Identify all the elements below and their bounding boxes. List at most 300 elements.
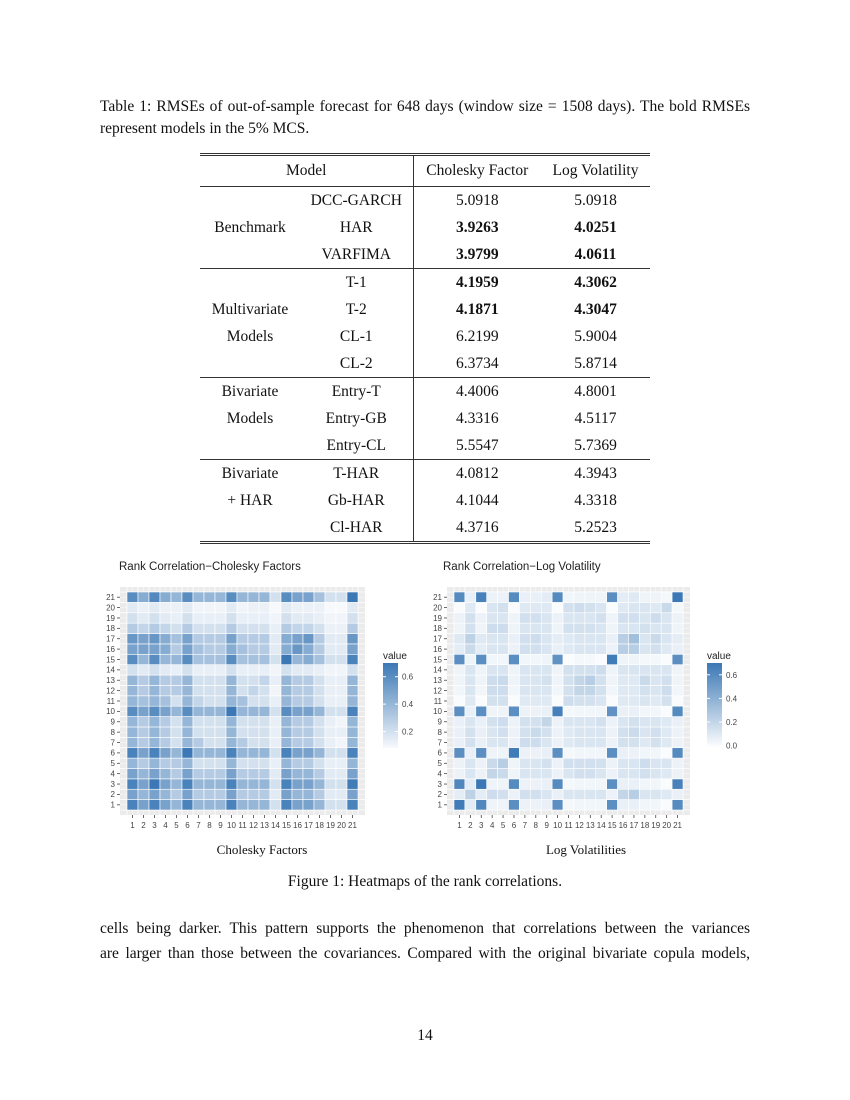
tile-18-7 bbox=[193, 623, 204, 633]
logvol-rmse: 4.0251 bbox=[574, 218, 617, 236]
model-name: Gb-HAR bbox=[300, 487, 413, 514]
tile-2-3 bbox=[476, 789, 487, 799]
tile-3-3 bbox=[149, 779, 160, 789]
legend-tick-label: 0.2 bbox=[726, 718, 738, 728]
tile-18-8 bbox=[530, 623, 541, 633]
tile-8-18 bbox=[314, 727, 325, 737]
tile-7-11 bbox=[563, 737, 574, 747]
tile-9-21 bbox=[347, 717, 358, 727]
tile-19-2 bbox=[138, 613, 149, 623]
tile-17-19 bbox=[650, 634, 661, 644]
tile-15-11 bbox=[563, 654, 574, 664]
tile-19-1 bbox=[127, 613, 138, 623]
tile-8-8 bbox=[530, 727, 541, 737]
tile-6-1 bbox=[127, 748, 138, 758]
tile-2-6 bbox=[509, 789, 520, 799]
tile-21-6 bbox=[509, 592, 520, 602]
tile-5-2 bbox=[465, 758, 476, 768]
x-tick-label: 6 bbox=[511, 821, 517, 830]
tile-18-18 bbox=[639, 623, 650, 633]
tile-15-4 bbox=[160, 654, 171, 664]
tile-6-9 bbox=[215, 748, 226, 758]
x-tick-label: 18 bbox=[315, 821, 324, 830]
tile-14-12 bbox=[248, 665, 259, 675]
tile-10-18 bbox=[314, 706, 325, 716]
group-label: Multivariate bbox=[211, 300, 289, 318]
tile-1-18 bbox=[314, 800, 325, 810]
tile-16-16 bbox=[292, 644, 303, 654]
y-tick-label: 19 bbox=[433, 613, 442, 623]
tile-19-9 bbox=[541, 613, 552, 623]
tile-8-8 bbox=[204, 727, 215, 737]
tile-17-11 bbox=[237, 634, 248, 644]
tile-9-17 bbox=[303, 717, 314, 727]
tile-3-5 bbox=[498, 779, 509, 789]
tile-3-7 bbox=[519, 779, 530, 789]
tile-7-2 bbox=[138, 737, 149, 747]
tile-6-4 bbox=[160, 748, 171, 758]
tile-16-5 bbox=[498, 644, 509, 654]
tile-17-19 bbox=[325, 634, 336, 644]
tile-16-21 bbox=[347, 644, 358, 654]
model-name: T-1 bbox=[300, 269, 413, 297]
tile-15-13 bbox=[259, 654, 270, 664]
tile-6-18 bbox=[639, 748, 650, 758]
tile-11-13 bbox=[585, 696, 596, 706]
tile-15-10 bbox=[226, 654, 237, 664]
tile-16-9 bbox=[541, 644, 552, 654]
tile-12-8 bbox=[530, 685, 541, 695]
tile-15-17 bbox=[628, 654, 639, 664]
tile-5-12 bbox=[248, 758, 259, 768]
tile-4-2 bbox=[138, 768, 149, 778]
tile-10-4 bbox=[487, 706, 498, 716]
tile-4-20 bbox=[336, 768, 347, 778]
tile-17-16 bbox=[618, 634, 629, 644]
tile-10-9 bbox=[215, 706, 226, 716]
tile-12-10 bbox=[552, 685, 563, 695]
tile-12-1 bbox=[454, 685, 465, 695]
tile-9-10 bbox=[226, 717, 237, 727]
tile-15-6 bbox=[182, 654, 193, 664]
tile-11-14 bbox=[270, 696, 281, 706]
tile-20-11 bbox=[237, 602, 248, 612]
tile-14-12 bbox=[574, 665, 585, 675]
tile-10-11 bbox=[563, 706, 574, 716]
tile-2-18 bbox=[314, 789, 325, 799]
header-logvol: Log Volatility bbox=[541, 155, 650, 187]
tile-16-10 bbox=[552, 644, 563, 654]
tile-7-7 bbox=[193, 737, 204, 747]
tile-12-21 bbox=[672, 685, 683, 695]
tile-19-8 bbox=[530, 613, 541, 623]
tile-7-17 bbox=[628, 737, 639, 747]
tile-5-21 bbox=[347, 758, 358, 768]
tile-5-8 bbox=[204, 758, 215, 768]
tile-7-19 bbox=[325, 737, 336, 747]
tile-21-3 bbox=[149, 592, 160, 602]
tile-11-15 bbox=[607, 696, 618, 706]
tile-13-20 bbox=[336, 675, 347, 685]
model-name: Entry-CL bbox=[300, 432, 413, 460]
x-tick-label: 20 bbox=[337, 821, 346, 830]
tile-18-2 bbox=[465, 623, 476, 633]
tile-19-2 bbox=[465, 613, 476, 623]
tile-17-18 bbox=[639, 634, 650, 644]
tile-20-10 bbox=[552, 602, 563, 612]
tile-6-3 bbox=[476, 748, 487, 758]
tile-6-20 bbox=[661, 748, 672, 758]
tile-2-2 bbox=[465, 789, 476, 799]
x-tick-label: 2 bbox=[468, 821, 473, 830]
tile-17-3 bbox=[149, 634, 160, 644]
tile-8-6 bbox=[182, 727, 193, 737]
x-tick-label: 7 bbox=[522, 821, 528, 830]
tile-16-17 bbox=[628, 644, 639, 654]
tile-21-10 bbox=[552, 592, 563, 602]
tile-11-1 bbox=[127, 696, 138, 706]
tile-12-6 bbox=[182, 685, 193, 695]
tile-6-13 bbox=[259, 748, 270, 758]
tile-9-20 bbox=[661, 717, 672, 727]
tile-16-8 bbox=[530, 644, 541, 654]
tile-7-15 bbox=[607, 737, 618, 747]
tile-3-14 bbox=[270, 779, 281, 789]
tile-12-20 bbox=[661, 685, 672, 695]
tile-2-15 bbox=[607, 789, 618, 799]
tile-10-10 bbox=[226, 706, 237, 716]
tile-16-15 bbox=[607, 644, 618, 654]
tile-15-9 bbox=[215, 654, 226, 664]
tile-12-14 bbox=[270, 685, 281, 695]
tile-17-21 bbox=[672, 634, 683, 644]
tile-3-10 bbox=[552, 779, 563, 789]
x-tick-label: 11 bbox=[564, 821, 573, 830]
tile-21-5 bbox=[498, 592, 509, 602]
tile-1-11 bbox=[237, 800, 248, 810]
tile-6-11 bbox=[237, 748, 248, 758]
tile-5-10 bbox=[552, 758, 563, 768]
x-tick-label: 19 bbox=[651, 821, 661, 830]
tile-17-1 bbox=[127, 634, 138, 644]
y-tick-label: 5 bbox=[110, 759, 115, 769]
tile-21-5 bbox=[171, 592, 182, 602]
tile-17-12 bbox=[574, 634, 585, 644]
tile-18-6 bbox=[509, 623, 520, 633]
tile-6-8 bbox=[204, 748, 215, 758]
tile-5-14 bbox=[596, 758, 607, 768]
tile-20-9 bbox=[215, 602, 226, 612]
tile-3-15 bbox=[607, 779, 618, 789]
tile-18-14 bbox=[596, 623, 607, 633]
tile-16-2 bbox=[465, 644, 476, 654]
x-tick-label: 3 bbox=[479, 821, 484, 830]
tile-2-11 bbox=[237, 789, 248, 799]
tile-5-8 bbox=[530, 758, 541, 768]
tile-1-7 bbox=[519, 800, 530, 810]
tile-9-13 bbox=[585, 717, 596, 727]
tile-1-13 bbox=[259, 800, 270, 810]
tile-20-4 bbox=[160, 602, 171, 612]
tile-11-18 bbox=[639, 696, 650, 706]
tile-2-4 bbox=[160, 789, 171, 799]
tile-19-21 bbox=[672, 613, 683, 623]
tile-13-12 bbox=[248, 675, 259, 685]
y-tick-label: 12 bbox=[106, 686, 115, 696]
tile-14-3 bbox=[149, 665, 160, 675]
tile-2-7 bbox=[193, 789, 204, 799]
tile-18-21 bbox=[347, 623, 358, 633]
tile-12-2 bbox=[465, 685, 476, 695]
legend-tick-label: 0.2 bbox=[402, 727, 414, 737]
tile-6-3 bbox=[149, 748, 160, 758]
x-tick-label: 3 bbox=[152, 821, 157, 830]
tile-7-16 bbox=[618, 737, 629, 747]
heatmap-1 bbox=[433, 587, 738, 830]
tile-5-15 bbox=[607, 758, 618, 768]
tile-19-19 bbox=[650, 613, 661, 623]
y-tick-label: 12 bbox=[433, 686, 442, 696]
tile-13-4 bbox=[487, 675, 498, 685]
tile-4-17 bbox=[303, 768, 314, 778]
tile-15-5 bbox=[498, 654, 509, 664]
legend-tick-label: 0.4 bbox=[402, 700, 414, 710]
tile-10-13 bbox=[259, 706, 270, 716]
y-tick-label: 15 bbox=[433, 655, 442, 665]
tile-18-16 bbox=[292, 623, 303, 633]
y-tick-label: 19 bbox=[106, 613, 115, 623]
tile-17-2 bbox=[465, 634, 476, 644]
tile-14-4 bbox=[487, 665, 498, 675]
tile-19-18 bbox=[314, 613, 325, 623]
tile-6-13 bbox=[585, 748, 596, 758]
tile-20-11 bbox=[563, 602, 574, 612]
tile-20-3 bbox=[476, 602, 487, 612]
tile-2-17 bbox=[628, 789, 639, 799]
tile-4-14 bbox=[270, 768, 281, 778]
tile-9-8 bbox=[204, 717, 215, 727]
x-tick-label: 13 bbox=[260, 821, 269, 830]
tile-19-6 bbox=[509, 613, 520, 623]
legend-title: value bbox=[707, 651, 731, 662]
tile-17-20 bbox=[661, 634, 672, 644]
tile-7-3 bbox=[476, 737, 487, 747]
tile-8-10 bbox=[552, 727, 563, 737]
cholesky-rmse: 4.3316 bbox=[455, 409, 499, 427]
tile-1-8 bbox=[530, 800, 541, 810]
x-tick-label: 17 bbox=[629, 821, 639, 830]
header-cholesky: Cholesky Factor bbox=[413, 155, 541, 187]
tile-7-17 bbox=[303, 737, 314, 747]
tile-6-7 bbox=[519, 748, 530, 758]
tile-8-11 bbox=[563, 727, 574, 737]
tile-21-8 bbox=[530, 592, 541, 602]
tile-14-19 bbox=[650, 665, 661, 675]
tile-14-16 bbox=[618, 665, 629, 675]
tile-2-16 bbox=[292, 789, 303, 799]
tile-9-16 bbox=[292, 717, 303, 727]
tile-18-21 bbox=[672, 623, 683, 633]
tile-5-17 bbox=[303, 758, 314, 768]
logvol-rmse: 4.3943 bbox=[541, 460, 650, 488]
y-tick-label: 7 bbox=[437, 738, 442, 748]
tile-4-1 bbox=[127, 768, 138, 778]
tile-4-20 bbox=[661, 768, 672, 778]
tile-15-1 bbox=[454, 654, 465, 664]
tile-2-1 bbox=[127, 789, 138, 799]
tile-17-14 bbox=[270, 634, 281, 644]
tile-4-15 bbox=[281, 768, 292, 778]
tile-2-8 bbox=[530, 789, 541, 799]
tile-11-20 bbox=[661, 696, 672, 706]
tile-17-4 bbox=[160, 634, 171, 644]
tile-16-14 bbox=[596, 644, 607, 654]
tile-14-13 bbox=[585, 665, 596, 675]
tile-11-13 bbox=[259, 696, 270, 706]
tile-1-19 bbox=[650, 800, 661, 810]
tile-9-8 bbox=[530, 717, 541, 727]
tile-6-2 bbox=[465, 748, 476, 758]
y-tick-label: 16 bbox=[433, 644, 442, 654]
tile-4-11 bbox=[237, 768, 248, 778]
tile-7-14 bbox=[270, 737, 281, 747]
tile-17-8 bbox=[204, 634, 215, 644]
tile-18-17 bbox=[303, 623, 314, 633]
tile-8-16 bbox=[618, 727, 629, 737]
tile-5-4 bbox=[160, 758, 171, 768]
tile-14-10 bbox=[226, 665, 237, 675]
tile-16-21 bbox=[672, 644, 683, 654]
tile-2-21 bbox=[347, 789, 358, 799]
tile-12-6 bbox=[509, 685, 520, 695]
tile-13-1 bbox=[127, 675, 138, 685]
tile-14-11 bbox=[237, 665, 248, 675]
y-tick-label: 10 bbox=[106, 707, 115, 717]
tile-19-15 bbox=[607, 613, 618, 623]
tile-7-14 bbox=[596, 737, 607, 747]
tile-13-14 bbox=[270, 675, 281, 685]
tile-13-8 bbox=[204, 675, 215, 685]
tile-15-20 bbox=[661, 654, 672, 664]
tile-9-6 bbox=[182, 717, 193, 727]
tile-13-21 bbox=[672, 675, 683, 685]
tile-13-7 bbox=[193, 675, 204, 685]
tile-13-11 bbox=[237, 675, 248, 685]
tile-21-7 bbox=[519, 592, 530, 602]
tile-6-6 bbox=[509, 748, 520, 758]
tile-19-14 bbox=[596, 613, 607, 623]
tile-9-3 bbox=[149, 717, 160, 727]
tile-7-12 bbox=[248, 737, 259, 747]
tile-6-21 bbox=[347, 748, 358, 758]
tile-8-18 bbox=[639, 727, 650, 737]
tile-12-19 bbox=[325, 685, 336, 695]
tile-11-17 bbox=[628, 696, 639, 706]
tile-16-8 bbox=[204, 644, 215, 654]
tile-12-16 bbox=[292, 685, 303, 695]
tile-11-9 bbox=[541, 696, 552, 706]
group-label: Models bbox=[226, 409, 274, 427]
tile-10-12 bbox=[574, 706, 585, 716]
tile-5-20 bbox=[336, 758, 347, 768]
tile-5-11 bbox=[237, 758, 248, 768]
tile-10-19 bbox=[325, 706, 336, 716]
tile-1-8 bbox=[204, 800, 215, 810]
tile-4-14 bbox=[596, 768, 607, 778]
tile-21-20 bbox=[336, 592, 347, 602]
tile-13-10 bbox=[552, 675, 563, 685]
tile-17-21 bbox=[347, 634, 358, 644]
model-name: VARFIMA bbox=[300, 241, 413, 269]
tile-11-15 bbox=[281, 696, 292, 706]
tile-18-17 bbox=[628, 623, 639, 633]
tile-11-10 bbox=[552, 696, 563, 706]
tile-5-1 bbox=[127, 758, 138, 768]
tile-2-7 bbox=[519, 789, 530, 799]
tile-10-4 bbox=[160, 706, 171, 716]
tile-15-16 bbox=[292, 654, 303, 664]
x-tick-label: 18 bbox=[640, 821, 650, 830]
tile-1-16 bbox=[292, 800, 303, 810]
tile-5-15 bbox=[281, 758, 292, 768]
y-tick-label: 16 bbox=[106, 644, 115, 654]
tile-2-20 bbox=[336, 789, 347, 799]
tile-10-6 bbox=[182, 706, 193, 716]
tile-20-17 bbox=[303, 602, 314, 612]
model-name: Entry-GB bbox=[300, 405, 413, 432]
tile-13-14 bbox=[596, 675, 607, 685]
tile-8-15 bbox=[281, 727, 292, 737]
x-tick-label: 21 bbox=[348, 821, 357, 830]
y-tick-label: 1 bbox=[437, 800, 442, 810]
tile-15-14 bbox=[270, 654, 281, 664]
tile-19-4 bbox=[160, 613, 171, 623]
tile-1-19 bbox=[325, 800, 336, 810]
tile-4-9 bbox=[541, 768, 552, 778]
tile-9-7 bbox=[519, 717, 530, 727]
tile-4-8 bbox=[204, 768, 215, 778]
x-tick-label: 20 bbox=[662, 821, 672, 830]
cholesky-rmse: 3.9263 bbox=[455, 218, 499, 236]
tile-20-7 bbox=[193, 602, 204, 612]
tile-9-4 bbox=[160, 717, 171, 727]
tile-9-12 bbox=[574, 717, 585, 727]
x-tick-label: 15 bbox=[282, 821, 291, 830]
tile-14-5 bbox=[171, 665, 182, 675]
tile-13-13 bbox=[585, 675, 596, 685]
tile-3-4 bbox=[487, 779, 498, 789]
tile-15-10 bbox=[552, 654, 563, 664]
tile-10-13 bbox=[585, 706, 596, 716]
tile-18-19 bbox=[650, 623, 661, 633]
tile-21-8 bbox=[204, 592, 215, 602]
tile-7-10 bbox=[226, 737, 237, 747]
tile-10-1 bbox=[454, 706, 465, 716]
tile-11-7 bbox=[519, 696, 530, 706]
tile-7-18 bbox=[314, 737, 325, 747]
tile-5-3 bbox=[476, 758, 487, 768]
tile-14-18 bbox=[639, 665, 650, 675]
x-tick-label: 16 bbox=[618, 821, 628, 830]
tile-7-13 bbox=[259, 737, 270, 747]
x-tick-label: 14 bbox=[596, 821, 606, 830]
cholesky-rmse: 6.2199 bbox=[455, 327, 499, 345]
tile-13-9 bbox=[541, 675, 552, 685]
tile-1-4 bbox=[487, 800, 498, 810]
legend-tick-label: 0.6 bbox=[402, 672, 414, 682]
tile-2-10 bbox=[226, 789, 237, 799]
tile-3-12 bbox=[574, 779, 585, 789]
